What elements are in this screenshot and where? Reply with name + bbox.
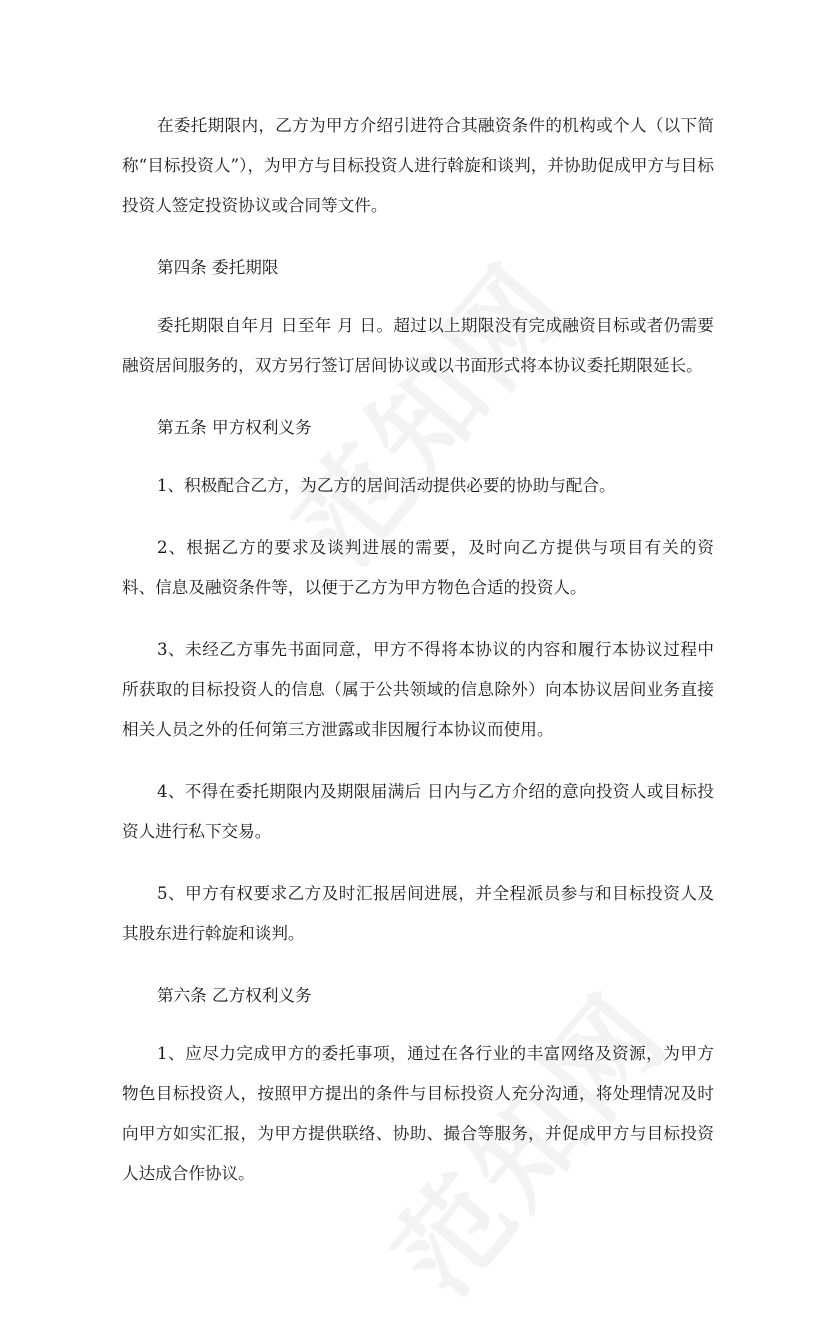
paragraph-article-4: 委托期限自年月 日至年 月 日。超过以上期限没有完成融资目标或者仍需要融资居间服务的，双方另行签订居间协议或以书面形式将本协议委托期限延长。 (122, 316, 714, 375)
article-6-heading: 第六条 乙方权利义务 (157, 986, 312, 1005)
article-5-heading: 第五条 甲方权利义务 (157, 418, 312, 437)
article-5-item-1: 1、积极配合乙方，为乙方的居间活动提供必要的协助与配合。 (157, 476, 616, 495)
article-5-item-5: 5、甲方有权要求乙方及时汇报居间进展，并全程派员参与和目标投资人及其股东进行斡旋和谈判。 (122, 884, 714, 943)
article-5-item-3: 3、未经乙方事先书面同意，甲方不得将本协议的内容和履行本协议过程中所获取的目标投资人的信息（属于公共领域的信息除外）向本协议居间业务直接相关人员之外的任何第三方泄露或非因履行本协议而使用。 (122, 640, 714, 739)
article-5-item-2: 2、根据乙方的要求及谈判进展的需要，及时向乙方提供与项目有关的资料、信息及融资条件等，以便于乙方为甲方物色合适的投资人。 (122, 538, 714, 597)
document-body (122, 106, 714, 1216)
article-5-item-4: 4、不得在委托期限内及期限届满后 日内与乙方介绍的意向投资人或目标投资人进行私下交易。 (122, 782, 714, 841)
article-6-item-1: 1、应尽力完成甲方的委托事项，通过在各行业的丰富网络及资源，为甲方物色目标投资人，按照甲方提出的条件与目标投资人充分沟通，将处理情况及时向甲方如实汇报，为甲方提供联络、协助、撮合等服务，并促成甲方与目标投资人达成合作协议。 (122, 1044, 714, 1183)
paragraph-intro: 在委托期限内，乙方为甲方介绍引进符合其融资条件的机构或个人（以下简称“目标投资人”），为甲方与目标投资人进行斡旋和谈判，并协助促成甲方与目标投资人签定投资协议或合同等文件。 (122, 116, 714, 215)
article-4-heading: 第四条 委托期限 (157, 258, 279, 277)
